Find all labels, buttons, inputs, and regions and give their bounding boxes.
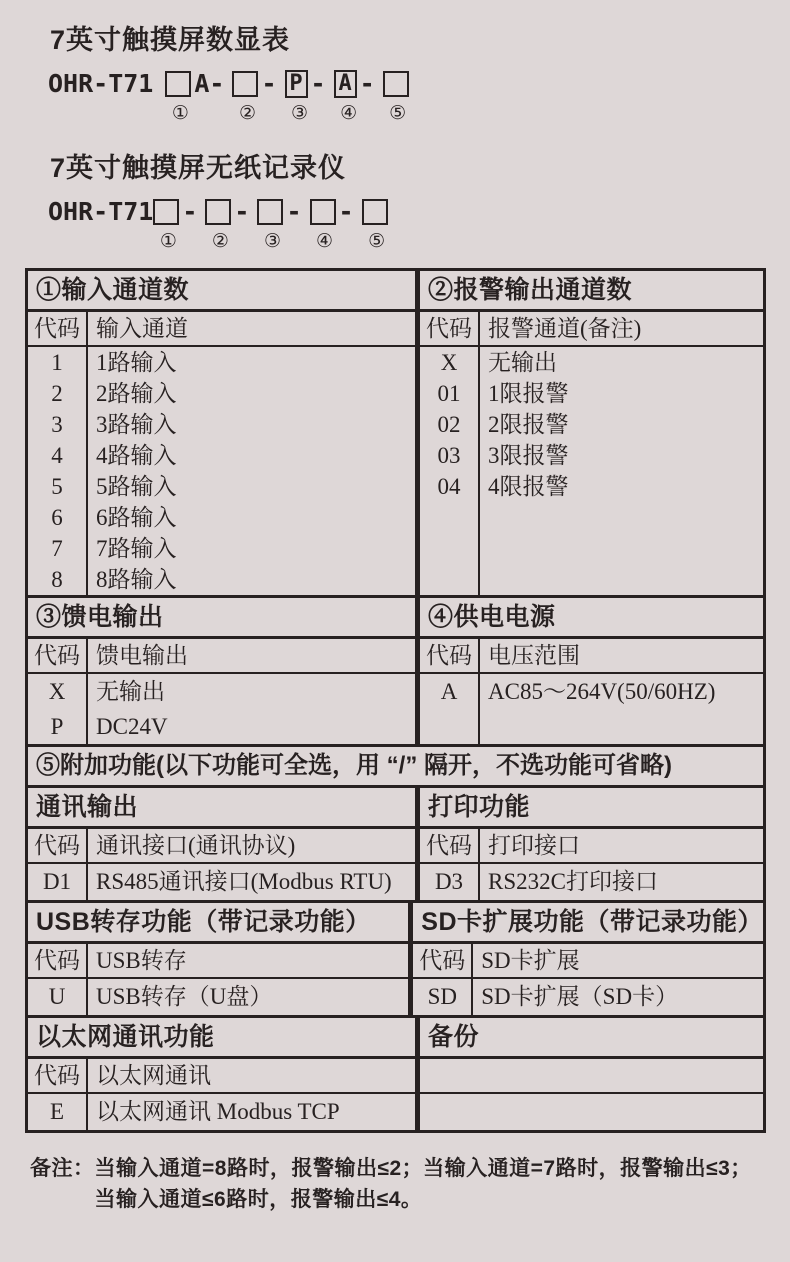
- code-value: 1: [51, 350, 63, 375]
- model-segment-5: [383, 67, 413, 124]
- circled-number: ⑤: [368, 230, 386, 252]
- code-connector: A-: [194, 69, 225, 98]
- subsection-comm-print: [28, 788, 763, 903]
- footnote-label: 备注：: [30, 1157, 95, 1180]
- code-value: 04: [437, 474, 461, 499]
- code-value: 02: [437, 412, 461, 437]
- subsection-print-function: [420, 788, 763, 900]
- section-title-input-channels: ①输入通道数: [28, 271, 415, 312]
- label-value: 3路输入: [96, 412, 177, 437]
- label-value: 4限报警: [488, 474, 569, 499]
- code-box-A: A: [334, 70, 357, 98]
- code-value: D1: [28, 864, 88, 900]
- label-column-header: 以太网通讯: [96, 1063, 211, 1088]
- circled-number: ⑤: [389, 102, 407, 124]
- data-row: [413, 979, 763, 1015]
- column-header-row-empty: [420, 1059, 763, 1094]
- data-row-empty: [420, 1094, 763, 1130]
- code-box-empty: [165, 71, 191, 97]
- circled-number: ②: [238, 102, 256, 124]
- label-column-header: 打印接口: [488, 833, 580, 858]
- code-value: 4: [51, 443, 63, 468]
- label-value: 5路输入: [96, 474, 177, 499]
- model-segment-1: [165, 67, 232, 124]
- label-value: [480, 1094, 763, 1130]
- section-input-channels: [28, 271, 420, 595]
- label-value: RS232C打印接口: [488, 869, 658, 894]
- data-row: [28, 979, 408, 1015]
- label-column: [88, 347, 415, 595]
- code-value: X: [440, 350, 458, 375]
- label-value: 2路输入: [96, 381, 177, 406]
- model-segment-1: [153, 195, 205, 252]
- code-value: 5: [51, 474, 63, 499]
- model-code-line-recorder: [48, 195, 790, 252]
- data-block: [420, 347, 763, 595]
- label-value: 4路输入: [96, 443, 177, 468]
- subsection-sd-expansion: [413, 903, 763, 1015]
- column-header-row: [28, 829, 415, 864]
- column-header-row: [420, 312, 763, 347]
- label-column: [480, 674, 763, 744]
- code-box-empty: [257, 199, 283, 225]
- label-column-header: SD卡扩展: [481, 948, 580, 973]
- product-title-display-meter: 7英寸触摸屏数显表: [50, 25, 291, 55]
- column-header-row: [28, 1059, 415, 1094]
- data-row: [420, 864, 763, 900]
- subsection-backup: [420, 1018, 763, 1130]
- code-value: SD: [413, 979, 473, 1015]
- code-value: 8: [51, 567, 63, 592]
- footnote-text: [95, 1153, 752, 1215]
- code-value: 3: [51, 412, 63, 437]
- section-feed-power: [28, 598, 763, 747]
- code-connector: -: [359, 69, 375, 98]
- data-row: [28, 1094, 415, 1130]
- code-connector: -: [234, 197, 250, 226]
- subsection-title-comm-output: 通讯输出: [28, 788, 415, 829]
- circled-number: ④: [316, 230, 334, 252]
- column-header-row: [420, 829, 763, 864]
- model-prefix: OHR-T71: [48, 69, 154, 98]
- label-column-header: 输入通道: [96, 316, 188, 341]
- code-connector: -: [261, 69, 277, 98]
- label-value: DC24V: [96, 714, 168, 739]
- code-box-empty: [383, 71, 409, 97]
- code-value: E: [28, 1094, 88, 1130]
- label-value: 1路输入: [96, 350, 177, 375]
- column-header-row: [28, 944, 408, 979]
- code-value: U: [28, 979, 88, 1015]
- code-value: A: [440, 679, 458, 704]
- code-value: 2: [51, 381, 63, 406]
- section-title-alarm-channels: ②报警输出通道数: [420, 271, 763, 312]
- model-segment-5: [362, 195, 392, 252]
- code-box-empty: [205, 199, 231, 225]
- footnote-line-1: 当输入通道=8路时，报警输出≤2；当输入通道=7路时，报警输出≤3；: [94, 1157, 752, 1180]
- circled-number: ③: [291, 102, 309, 124]
- code-box-empty: [232, 71, 258, 97]
- label-value: RS485通讯接口(Modbus RTU): [96, 869, 392, 894]
- code-value: 01: [437, 381, 461, 406]
- label-value: 3限报警: [488, 443, 569, 468]
- data-row: [28, 864, 415, 900]
- label-value: 2限报警: [488, 412, 569, 437]
- model-prefix: OHR-T71: [48, 197, 154, 226]
- model-segment-2: [232, 67, 284, 124]
- code-column-header: 代码: [28, 829, 88, 862]
- code-column-header: 代码: [413, 944, 473, 977]
- code-value: X: [48, 679, 66, 704]
- code-column-header: 代码: [28, 944, 88, 977]
- label-column-header: [480, 1059, 763, 1092]
- label-column-header: 电压范围: [488, 643, 580, 668]
- section-title-additional-functions: ⑤附加功能(以下功能可全选，用 “/” 隔开，不选功能可省略): [28, 747, 763, 788]
- subsection-usb-transfer: [28, 903, 413, 1015]
- label-column-header: 报警通道(备注): [488, 316, 642, 341]
- code-column: [28, 674, 88, 744]
- label-value: 1限报警: [488, 381, 569, 406]
- subsection-comm-output: [28, 788, 420, 900]
- model-segment-4: [334, 67, 383, 124]
- column-header-row: [413, 944, 763, 979]
- label-column-header: 馈电输出: [96, 643, 188, 668]
- code-value: 6: [51, 505, 63, 530]
- code-box-empty: [153, 199, 179, 225]
- column-header-row: [28, 639, 415, 674]
- header: [0, 0, 790, 252]
- label-column-header: 通讯接口(通讯协议): [96, 833, 296, 858]
- subsection-title-backup: 备份: [420, 1018, 763, 1059]
- label-column-header: USB转存: [96, 948, 187, 973]
- code-column-header: 代码: [420, 312, 480, 345]
- label-value: SD卡扩展（SD卡）: [481, 984, 679, 1009]
- column-header-row: [420, 639, 763, 674]
- code-value: [420, 1094, 480, 1130]
- model-code-line-display-meter: [48, 67, 790, 124]
- data-block: [28, 674, 415, 744]
- code-box-empty: [362, 199, 388, 225]
- subsection-title-ethernet: 以太网通讯功能: [28, 1018, 415, 1059]
- data-block: [28, 347, 415, 595]
- code-column: [420, 674, 480, 744]
- column-header-row: [28, 312, 415, 347]
- code-value: 7: [51, 536, 63, 561]
- code-connector: -: [338, 197, 354, 226]
- label-column: [480, 347, 763, 595]
- label-value: 无输出: [96, 679, 165, 704]
- code-column-header: 代码: [28, 639, 88, 672]
- model-segment-4: [310, 195, 362, 252]
- subsection-title-usb-transfer: USB转存功能（带记录功能）: [28, 903, 408, 944]
- code-column-header: [420, 1059, 480, 1092]
- subsection-ethernet: [28, 1018, 420, 1130]
- subsection-ethernet-backup: [28, 1018, 763, 1130]
- code-column-header: 代码: [28, 1059, 88, 1092]
- subsection-title-print-function: 打印功能: [420, 788, 763, 829]
- code-connector: -: [310, 69, 326, 98]
- circled-number: ①: [171, 102, 189, 124]
- product-title-recorder: 7英寸触摸屏无纸记录仪: [50, 153, 347, 183]
- section-title-power-supply: ④供电电源: [420, 598, 763, 639]
- code-box-P: P: [285, 70, 308, 98]
- code-connector: -: [182, 197, 198, 226]
- circled-number: ④: [340, 102, 358, 124]
- subsection-title-sd-expansion: SD卡扩展功能（带记录功能）: [413, 903, 763, 944]
- label-column: [88, 674, 415, 744]
- footnote: [30, 1153, 790, 1215]
- circled-number: ③: [263, 230, 281, 252]
- code-column-header: 代码: [28, 312, 88, 345]
- code-value: D3: [420, 864, 480, 900]
- code-value: P: [50, 714, 64, 739]
- section-power-supply: [420, 598, 763, 744]
- code-column-header: 代码: [420, 639, 480, 672]
- label-value: 7路输入: [96, 536, 177, 561]
- model-segment-2: [205, 195, 257, 252]
- circled-number: ①: [159, 230, 177, 252]
- section-input-alarm: [28, 271, 763, 598]
- subsection-usb-sd: [28, 903, 763, 1018]
- section-feed-output: [28, 598, 420, 744]
- label-value: 6路输入: [96, 505, 177, 530]
- section-title-feed-output: ③馈电输出: [28, 598, 415, 639]
- code-column: [420, 347, 480, 595]
- code-column-header: 代码: [420, 829, 480, 862]
- code-box-empty: [310, 199, 336, 225]
- label-value: 8路输入: [96, 567, 177, 592]
- data-block: [420, 674, 763, 744]
- section-alarm-channels: [420, 271, 763, 595]
- code-connector: -: [286, 197, 302, 226]
- label-value: AC85～264V(50/60HZ): [488, 679, 716, 704]
- code-column: [28, 347, 88, 595]
- label-value: 无输出: [488, 350, 557, 375]
- footnote-line-2: 当输入通道≤6路时，报警输出≤4。: [94, 1188, 423, 1211]
- model-segment-3: [285, 67, 334, 124]
- label-value: USB转存（U盘）: [96, 984, 273, 1009]
- model-segment-3: [257, 195, 309, 252]
- label-value: 以太网通讯 Modbus TCP: [96, 1099, 340, 1124]
- code-value: 03: [437, 443, 461, 468]
- circled-number: ②: [211, 230, 229, 252]
- model-selection-table: [25, 268, 766, 1133]
